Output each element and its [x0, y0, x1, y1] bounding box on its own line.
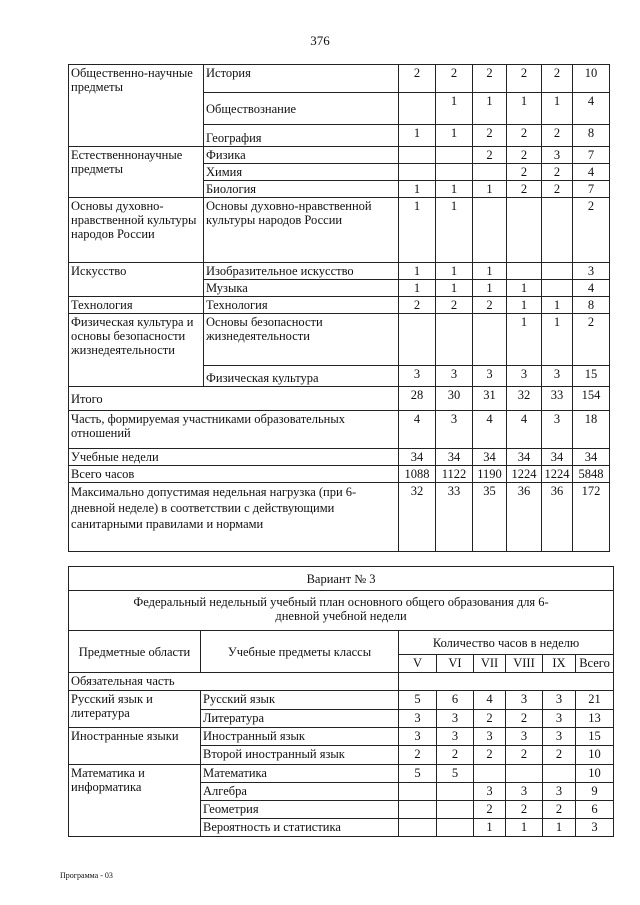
- hours-vii: 2: [473, 297, 507, 314]
- hours-v: [399, 783, 437, 801]
- hours-vi: 1: [436, 280, 473, 297]
- hours-vii: 1: [473, 93, 507, 125]
- hours-v: [399, 801, 437, 819]
- summary-label: Максимально допустимая недельная нагрузка (при 6-дневной неделе) в соответствии с действующими санитарными правилами и нормами: [69, 483, 399, 552]
- hours-vii: 31: [473, 387, 507, 411]
- hours-ix: 3: [542, 411, 573, 449]
- summary-label: Итого: [69, 387, 399, 411]
- hours-ix: [543, 765, 576, 783]
- hours-v: 4: [399, 411, 436, 449]
- hours-viii: 2: [507, 65, 542, 93]
- subject: Математика: [201, 765, 399, 783]
- hours-ix: 2: [542, 125, 573, 147]
- hours-vii: [473, 198, 507, 263]
- hours-vi: 2: [436, 297, 473, 314]
- hours-vii: 2: [474, 801, 506, 819]
- hours-total: 10: [576, 765, 614, 783]
- hours-vi: 1: [436, 93, 473, 125]
- hours-viii: 2: [507, 164, 542, 181]
- hours-ix: 1: [542, 93, 573, 125]
- hours-viii: 2: [507, 181, 542, 198]
- hours-total: 9: [576, 783, 614, 801]
- hours-ix: 1224: [542, 466, 573, 483]
- hours-viii: 2: [507, 147, 542, 164]
- hours-viii: 2: [506, 746, 543, 765]
- hours-viii: 36: [507, 483, 542, 552]
- hours-vii: 1: [473, 181, 507, 198]
- hours-total: 15: [576, 728, 614, 746]
- hours-vii: 3: [473, 366, 507, 387]
- hours-vii: 4: [473, 411, 507, 449]
- hours-vi: 3: [436, 411, 473, 449]
- hours-ix: 1: [543, 819, 576, 837]
- subject: Основы безопасности жизнедеятельности: [204, 314, 399, 366]
- hours-viii: [507, 198, 542, 263]
- hours-ix: 2: [542, 164, 573, 181]
- hours-total: 18: [573, 411, 610, 449]
- variant-title: Вариант № 3: [69, 567, 614, 591]
- hours-vi: 34: [436, 449, 473, 466]
- hours-ix: 3: [542, 366, 573, 387]
- header-subjects: Учебные предметы классы: [201, 631, 399, 673]
- hours-viii: 3: [506, 691, 543, 710]
- variant-3-table: [68, 566, 614, 837]
- hours-vii: 2: [473, 125, 507, 147]
- hours-vii: 2: [473, 147, 507, 164]
- subject: Вероятность и статистика: [201, 819, 399, 837]
- hours-total: 8: [573, 297, 610, 314]
- subject-area: Физическая культура и основы безопасности жизнедеятельности: [69, 314, 204, 387]
- hours-total: 10: [573, 65, 610, 93]
- summary-row: [69, 483, 610, 552]
- hours-vii: 1: [473, 263, 507, 280]
- subject: Основы духовно-нравственной культуры народов России: [204, 198, 399, 263]
- hours-v: 2: [399, 746, 437, 765]
- subject: Биология: [204, 181, 399, 198]
- subject: Физика: [204, 147, 399, 164]
- subject-area: Искусство: [69, 263, 204, 297]
- hours-viii: 4: [507, 411, 542, 449]
- mandatory-part-label: Обязательная часть: [69, 673, 399, 691]
- hours-v: 1: [399, 280, 436, 297]
- subject: Химия: [204, 164, 399, 181]
- subject-area: Основы духовно-нравственной культуры народов России: [69, 198, 204, 263]
- hours-ix: 2: [542, 181, 573, 198]
- subject: Обществознание: [204, 93, 399, 125]
- hours-v: 1: [399, 125, 436, 147]
- hours-vi: [437, 819, 474, 837]
- hours-vi: 1: [436, 198, 473, 263]
- subject: Иностранный язык: [201, 728, 399, 746]
- hours-vii: 34: [473, 449, 507, 466]
- hours-ix: 3: [543, 728, 576, 746]
- table-row: [69, 297, 610, 314]
- hours-viii: 1: [507, 280, 542, 297]
- hours-total: 10: [576, 746, 614, 765]
- table-row: [69, 765, 614, 783]
- footer-label: Программа - 03: [60, 871, 113, 880]
- hours-ix: 3: [543, 710, 576, 728]
- summary-label: Всего часов: [69, 466, 399, 483]
- hours-vii: [474, 765, 506, 783]
- subject: Литература: [201, 710, 399, 728]
- hours-total: 2: [573, 198, 610, 263]
- hours-vi: 1122: [436, 466, 473, 483]
- table-row: [69, 691, 614, 710]
- hours-vii: 3: [474, 783, 506, 801]
- hours-viii: 1224: [507, 466, 542, 483]
- summary-label: Часть, формируемая участниками образовательных отношений: [69, 411, 399, 449]
- summary-row: [69, 387, 610, 411]
- hours-vii: 2: [474, 746, 506, 765]
- subject: Русский язык: [201, 691, 399, 710]
- hours-vi: 30: [436, 387, 473, 411]
- table-row: [69, 728, 614, 746]
- table-row: [69, 147, 610, 164]
- hours-viii: 3: [506, 728, 543, 746]
- hours-viii: 3: [506, 783, 543, 801]
- header-hours-per-week: Количество часов в неделю: [399, 631, 614, 655]
- hours-v: 1: [399, 198, 436, 263]
- hours-v: [399, 147, 436, 164]
- hours-v: 3: [399, 710, 437, 728]
- hours-vii: 35: [473, 483, 507, 552]
- table-row: [69, 65, 610, 93]
- header-class-v: V: [399, 655, 437, 673]
- hours-vii: [473, 314, 507, 366]
- curriculum-table-continued: [68, 64, 610, 552]
- subject-area: Русский язык и литература: [69, 691, 201, 728]
- subject: Технология: [204, 297, 399, 314]
- hours-viii: 32: [507, 387, 542, 411]
- hours-viii: [506, 765, 543, 783]
- subject: География: [204, 125, 399, 147]
- subject: Геометрия: [201, 801, 399, 819]
- header-subject-areas: Предметные области: [69, 631, 201, 673]
- hours-viii: [507, 263, 542, 280]
- subject: Алгебра: [201, 783, 399, 801]
- hours-v: 34: [399, 449, 436, 466]
- hours-viii: 2: [507, 125, 542, 147]
- hours-ix: 1: [542, 314, 573, 366]
- hours-v: [399, 819, 437, 837]
- hours-vi: 1: [436, 263, 473, 280]
- hours-vi: 1: [436, 125, 473, 147]
- hours-total: 4: [573, 93, 610, 125]
- hours-ix: [542, 280, 573, 297]
- hours-ix: 2: [543, 801, 576, 819]
- hours-viii: 34: [507, 449, 542, 466]
- hours-ix: 34: [542, 449, 573, 466]
- header-class-vi: VI: [437, 655, 474, 673]
- hours-ix: 36: [542, 483, 573, 552]
- summary-label: Учебные недели: [69, 449, 399, 466]
- hours-v: 5: [399, 691, 437, 710]
- hours-vi: 6: [437, 691, 474, 710]
- hours-ix: 3: [543, 783, 576, 801]
- hours-vii: [473, 164, 507, 181]
- hours-total: 7: [573, 181, 610, 198]
- hours-ix: 1: [542, 297, 573, 314]
- subject: Второй иностранный язык: [201, 746, 399, 765]
- hours-vi: [436, 164, 473, 181]
- hours-total: 4: [573, 164, 610, 181]
- hours-v: 3: [399, 728, 437, 746]
- header-class-ix: IX: [543, 655, 576, 673]
- hours-viii: 2: [506, 801, 543, 819]
- hours-total: 3: [576, 819, 614, 837]
- subject-area: Математика и информатика: [69, 765, 201, 837]
- hours-total: 154: [573, 387, 610, 411]
- table-row: [69, 198, 610, 263]
- hours-vi: 3: [437, 728, 474, 746]
- subject-area: Технология: [69, 297, 204, 314]
- hours-ix: 3: [542, 147, 573, 164]
- subject: Изобразительное искусство: [204, 263, 399, 280]
- hours-v: 3: [399, 366, 436, 387]
- subject: История: [204, 65, 399, 93]
- hours-vi: [436, 147, 473, 164]
- hours-vi: 1: [436, 181, 473, 198]
- hours-total: 34: [573, 449, 610, 466]
- hours-ix: 2: [543, 746, 576, 765]
- hours-total: 21: [576, 691, 614, 710]
- subject-area: Естественнонаучные предметы: [69, 147, 204, 198]
- hours-total: 7: [573, 147, 610, 164]
- hours-v: 1: [399, 263, 436, 280]
- hours-viii: 1: [507, 314, 542, 366]
- hours-total: 13: [576, 710, 614, 728]
- hours-total: 8: [573, 125, 610, 147]
- hours-vi: [437, 783, 474, 801]
- subject: Музыка: [204, 280, 399, 297]
- hours-vii: 1190: [473, 466, 507, 483]
- summary-row: [69, 411, 610, 449]
- hours-vi: [436, 314, 473, 366]
- subject-area: Иностранные языки: [69, 728, 201, 765]
- hours-vi: 2: [436, 65, 473, 93]
- subject: Физическая культура: [204, 366, 399, 387]
- page-number: 376: [310, 33, 330, 48]
- hours-vii: 2: [474, 710, 506, 728]
- hours-viii: 1: [507, 93, 542, 125]
- hours-v: 5: [399, 765, 437, 783]
- header-class-vii: VII: [474, 655, 506, 673]
- hours-v: [399, 314, 436, 366]
- hours-total: 2: [573, 314, 610, 366]
- hours-v: 1: [399, 181, 436, 198]
- hours-viii: 2: [506, 710, 543, 728]
- table-row: [69, 263, 610, 280]
- header-total: Всего: [576, 655, 614, 673]
- hours-v: 1088: [399, 466, 436, 483]
- hours-v: 2: [399, 65, 436, 93]
- hours-ix: [542, 198, 573, 263]
- table-row: [69, 314, 610, 366]
- hours-viii: 1: [506, 819, 543, 837]
- hours-vii: 2: [473, 65, 507, 93]
- hours-total: 4: [573, 280, 610, 297]
- hours-ix: 33: [542, 387, 573, 411]
- hours-v: [399, 93, 436, 125]
- hours-vii: 3: [474, 728, 506, 746]
- header-class-viii: VIII: [506, 655, 543, 673]
- hours-vii: 1: [474, 819, 506, 837]
- hours-vi: 2: [437, 746, 474, 765]
- hours-vi: 3: [437, 710, 474, 728]
- summary-row: [69, 466, 610, 483]
- hours-v: 32: [399, 483, 436, 552]
- hours-v: [399, 164, 436, 181]
- hours-vi: 5: [437, 765, 474, 783]
- hours-total: 15: [573, 366, 610, 387]
- hours-vii: 1: [473, 280, 507, 297]
- hours-total: 6: [576, 801, 614, 819]
- hours-v: 2: [399, 297, 436, 314]
- hours-total: 5848: [573, 466, 610, 483]
- hours-vi: [437, 801, 474, 819]
- hours-viii: 3: [507, 366, 542, 387]
- plan-title: Федеральный недельный учебный план основного общего образования для 6-дневной учебной недели: [69, 591, 614, 631]
- summary-row: [69, 449, 610, 466]
- hours-ix: 3: [543, 691, 576, 710]
- hours-vi: 33: [436, 483, 473, 552]
- hours-ix: 2: [542, 65, 573, 93]
- hours-total: 3: [573, 263, 610, 280]
- subject-area: Общественно-научные предметы: [69, 65, 204, 147]
- hours-viii: 1: [507, 297, 542, 314]
- hours-vii: 4: [474, 691, 506, 710]
- hours-v: 28: [399, 387, 436, 411]
- hours-total: 172: [573, 483, 610, 552]
- hours-ix: [542, 263, 573, 280]
- hours-vi: 3: [436, 366, 473, 387]
